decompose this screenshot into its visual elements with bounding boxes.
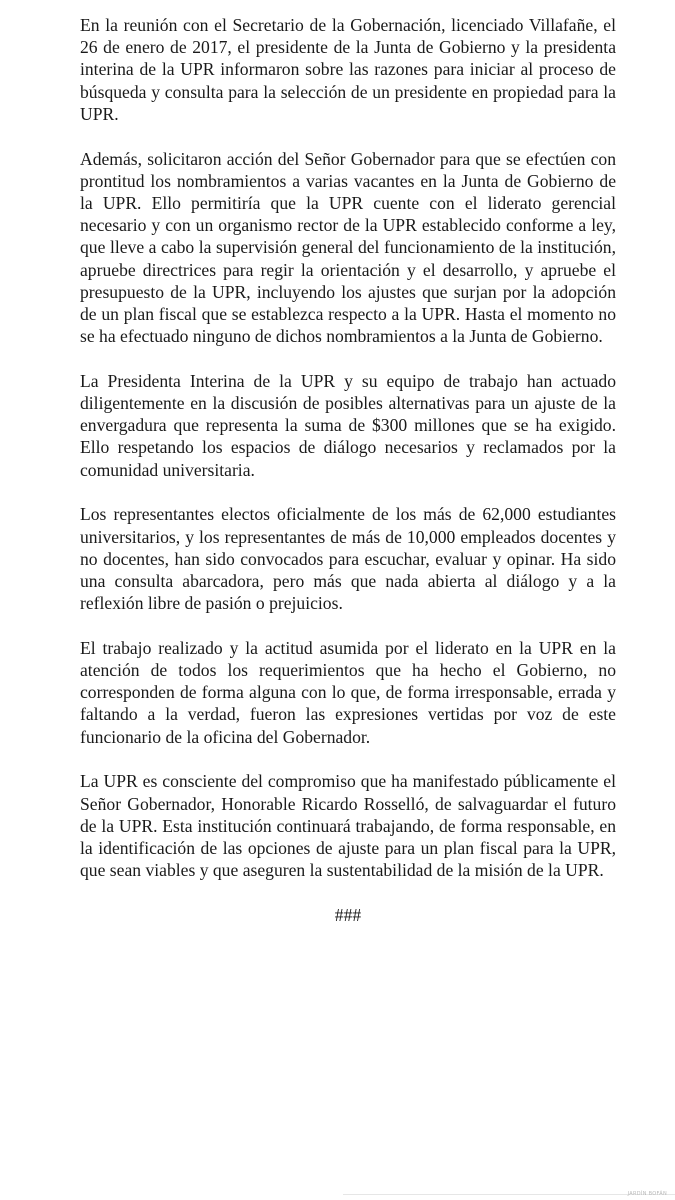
- paragraph-appointments: Además, solicitaron acción del Señor Gobernador para que se efectúen con prontitud los nombramientos a varias vacantes en la Junta de Gobierno de la UPR. Ello permitiría que la UPR cuente con el liderato gerencial necesario y con un organismo rector de la UPR establecido conforme a ley, que lleve a cabo la supervisión general del funcionamiento de la institución, apruebe directrices para regir la orientación y el desarrollo, y apruebe el presupuesto de la UPR, incluyendo los ajustes que surjan por la adopción de un plan fiscal que se establezca respecto a la UPR. Hasta el momento no se ha efectuado ninguno de dichos nombramientos a la Junta de Gobierno.: [80, 148, 616, 347]
- footer-divider: [343, 1194, 675, 1195]
- paragraph-representatives: Los representantes electos oficialmente de los más de 62,000 estudiantes universitarios, y los representantes de más de 10,000 empleados docentes y no docentes, han sido convocados para escuchar, evaluar y opinar. Ha sido una consulta abarcadora, pero más que nada abierta al diálogo y a la reflexión libre de pasión o prejuicios.: [80, 504, 616, 614]
- paragraph-meeting: En la reunión con el Secretario de la Gobernación, licenciado Villafañe, el 26 de enero de 2017, el presidente de la Junta de Gobierno y la presidenta interina de la UPR informaron sobre las razones para iniciar al proceso de búsqueda y consulta para la selección de un presidente en propiedad para la UPR.: [80, 15, 616, 124]
- end-mark: ###: [334, 904, 362, 925]
- paragraph-leadership: El trabajo realizado y la actitud asumida por el liderato en la UPR en la atención de todos los requerimientos que ha hecho el Gobierno, no corresponden de forma alguna con lo que, de forma irresponsable, errada y faltando a la verdad, fueron las expresiones vertidas por voz de este funcionario de la oficina del Gobernador.: [80, 637, 616, 747]
- paragraph-commitment: La UPR es consciente del compromiso que ha manifestado públicamente el Señor Gobernador, Honorable Ricardo Rosselló, de salvaguardar el futuro de la UPR. Esta institución continuará trabajando, de forma responsable, en la identificación de las opciones de ajuste para un plan fiscal para la UPR, que sean viables y que aseguren la sustentabilidad de la misión de la UPR.: [80, 771, 616, 881]
- paragraph-interim-president: La Presidenta Interina de la UPR y su equipo de trabajo han actuado diligentemente en la discusión de posibles alternativas para un ajuste de la envergadura que representa la suma de $300 millones que se ha exigido. Ello respetando los espacios de diálogo necesarios y reclamados por la comunidad universitaria.: [80, 370, 616, 480]
- document-body: [80, 14, 616, 926]
- watermark: JARDÍN BOFÁN: [627, 1191, 667, 1197]
